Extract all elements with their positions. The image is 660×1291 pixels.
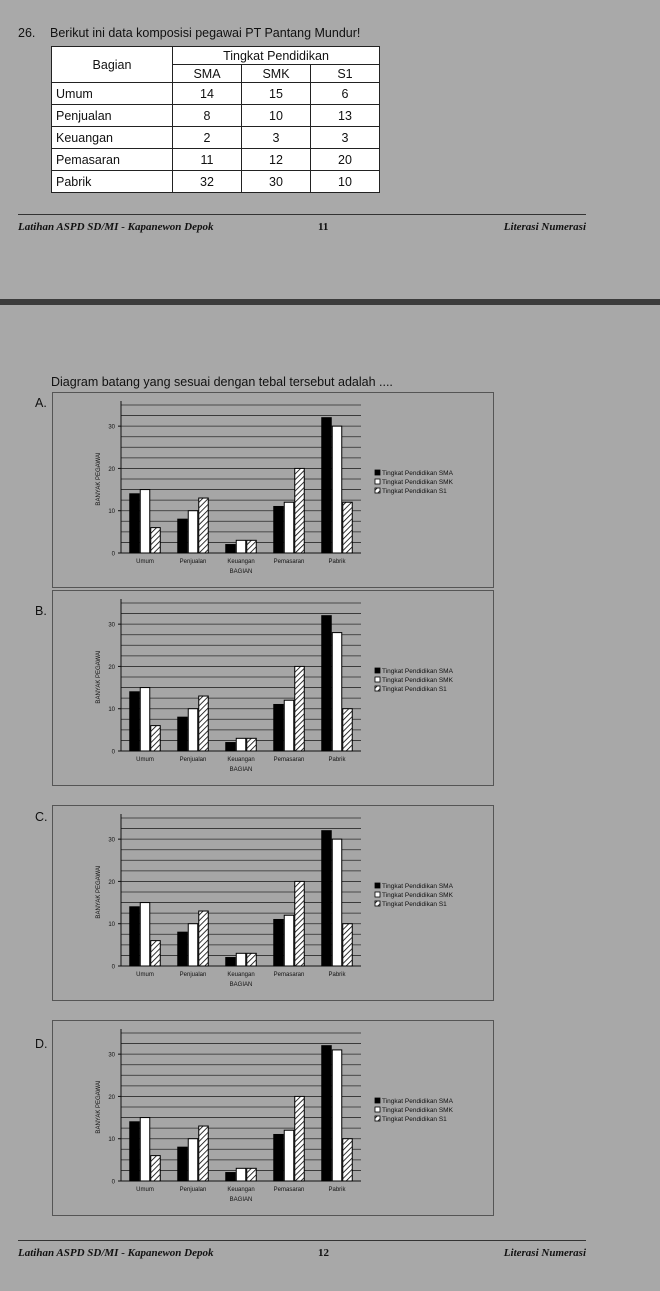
bar-penjualan-tingkat-pendidikan-sma [178, 717, 188, 751]
bar-penjualan-tingkat-pendidikan-s1 [199, 498, 209, 553]
bar-pemasaran-tingkat-pendidikan-s1 [295, 1096, 305, 1181]
legend-label: Tingkat Pendidikan S1 [382, 488, 447, 495]
table-header-bagian: Bagian [52, 47, 173, 83]
legend-swatch [375, 1098, 380, 1103]
cell-s1: 20 [311, 149, 380, 171]
table-row [52, 127, 380, 149]
bar-penjualan-tingkat-pendidikan-smk [188, 511, 198, 553]
legend-label: Tingkat Pendidikan SMK [382, 1107, 453, 1114]
table-row [52, 83, 380, 105]
legend-label: Tingkat Pendidikan S1 [382, 901, 447, 908]
bar-keuangan-tingkat-pendidikan-sma [226, 1173, 236, 1181]
bar-keuangan-tingkat-pendidikan-smk [236, 540, 246, 553]
footer-right: Literasi Numerasi [503, 221, 586, 233]
table-row [52, 105, 380, 127]
cell-bagian: Umum [52, 83, 173, 105]
question [18, 26, 360, 40]
footer-right: Literasi Numerasi [503, 1247, 586, 1259]
y-tick-label: 0 [111, 749, 115, 756]
bar-pemasaran-tingkat-pendidikan-smk [284, 915, 294, 966]
option-a-label[interactable]: A. [35, 396, 47, 410]
bar-keuangan-tingkat-pendidikan-s1 [247, 540, 257, 553]
y-tick-label: 10 [108, 1137, 115, 1144]
bar-umum-tingkat-pendidikan-sma [130, 692, 140, 751]
y-tick-label: 30 [108, 1052, 115, 1059]
legend-swatch [375, 901, 380, 906]
legend-swatch [375, 470, 380, 475]
footer-page-number: 12 [318, 1247, 329, 1259]
bar-pemasaran-tingkat-pendidikan-sma [274, 506, 284, 553]
y-tick-label: 0 [111, 1179, 115, 1186]
bar-keuangan-tingkat-pendidikan-s1 [247, 738, 257, 751]
bar-penjualan-tingkat-pendidikan-s1 [199, 696, 209, 751]
table-header-group: Tingkat Pendidikan [173, 47, 380, 65]
cell-smk: 30 [242, 171, 311, 193]
bar-pabrik-tingkat-pendidikan-s1 [343, 924, 353, 966]
x-axis-label: BAGIAN [229, 569, 253, 575]
x-tick-label: Penjualan [179, 1187, 207, 1193]
x-axis-label: BAGIAN [229, 767, 253, 773]
x-tick-label: Umum [136, 757, 154, 763]
bar-pabrik-tingkat-pendidikan-smk [332, 633, 342, 751]
cell-sma: 11 [173, 149, 242, 171]
legend-label: Tingkat Pendidikan S1 [382, 686, 447, 693]
x-tick-label: Keuangan [227, 757, 255, 763]
x-tick-label: Pemasaran [273, 1187, 305, 1193]
bar-penjualan-tingkat-pendidikan-s1 [199, 911, 209, 966]
bar-pemasaran-tingkat-pendidikan-smk [284, 502, 294, 553]
legend-swatch [375, 1107, 380, 1112]
y-tick-label: 0 [111, 964, 115, 971]
table-header-sma: SMA [173, 65, 242, 83]
x-tick-label: Pemasaran [273, 972, 305, 978]
legend-swatch [375, 479, 380, 484]
bar-penjualan-tingkat-pendidikan-s1 [199, 1126, 209, 1181]
x-tick-label: Pabrik [328, 1187, 346, 1193]
bar-umum-tingkat-pendidikan-smk [140, 1118, 150, 1181]
y-tick-label: 20 [108, 664, 115, 671]
bar-pemasaran-tingkat-pendidikan-smk [284, 1130, 294, 1181]
y-tick-label: 0 [111, 551, 115, 558]
bar-keuangan-tingkat-pendidikan-sma [226, 743, 236, 751]
page-footer [18, 214, 586, 233]
bar-chart [53, 591, 493, 785]
bar-keuangan-tingkat-pendidikan-smk [236, 953, 246, 966]
bar-pemasaran-tingkat-pendidikan-sma [274, 919, 284, 966]
page-divider [0, 299, 660, 305]
legend-swatch [375, 488, 380, 493]
bar-pemasaran-tingkat-pendidikan-smk [284, 700, 294, 751]
cell-s1: 10 [311, 171, 380, 193]
cell-smk: 3 [242, 127, 311, 149]
x-tick-label: Pemasaran [273, 757, 305, 763]
cell-smk: 10 [242, 105, 311, 127]
x-tick-label: Pabrik [328, 559, 346, 565]
bar-umum-tingkat-pendidikan-s1 [151, 528, 161, 553]
x-tick-label: Penjualan [179, 757, 207, 763]
table-header-s1: S1 [311, 65, 380, 83]
legend-label: Tingkat Pendidikan SMK [382, 479, 453, 486]
option-c-chart[interactable] [52, 805, 494, 1001]
bar-penjualan-tingkat-pendidikan-smk [188, 924, 198, 966]
y-axis-label: BANYAK PEGAWAI [96, 452, 102, 506]
bar-penjualan-tingkat-pendidikan-sma [178, 932, 188, 966]
legend-swatch [375, 668, 380, 673]
footer-page-number: 11 [318, 221, 329, 233]
bar-umum-tingkat-pendidikan-sma [130, 907, 140, 966]
bar-pemasaran-tingkat-pendidikan-s1 [295, 666, 305, 751]
cell-smk: 12 [242, 149, 311, 171]
bar-keuangan-tingkat-pendidikan-s1 [247, 953, 257, 966]
question-number: 26. [18, 26, 36, 40]
legend-label: Tingkat Pendidikan SMK [382, 892, 453, 899]
table-header-smk: SMK [242, 65, 311, 83]
y-tick-label: 30 [108, 837, 115, 844]
x-tick-label: Keuangan [227, 559, 255, 565]
option-b-chart[interactable] [52, 590, 494, 786]
cell-bagian: Pabrik [52, 171, 173, 193]
bar-umum-tingkat-pendidikan-smk [140, 490, 150, 553]
x-tick-label: Keuangan [227, 972, 255, 978]
option-c-label[interactable]: C. [35, 810, 48, 824]
legend-label: Tingkat Pendidikan SMK [382, 677, 453, 684]
x-tick-label: Umum [136, 559, 154, 565]
bar-pabrik-tingkat-pendidikan-s1 [343, 1139, 353, 1181]
bar-penjualan-tingkat-pendidikan-sma [178, 519, 188, 553]
table-row [52, 171, 380, 193]
cell-sma: 32 [173, 171, 242, 193]
page-footer [18, 1240, 586, 1259]
footer-left: Latihan ASPD SD/MI - Kapanewon Depok [18, 1247, 214, 1259]
bar-umum-tingkat-pendidikan-sma [130, 1122, 140, 1181]
bar-umum-tingkat-pendidikan-s1 [151, 1156, 161, 1181]
y-axis-label: BANYAK PEGAWAI [96, 865, 102, 919]
y-tick-label: 30 [108, 424, 115, 431]
legend-label: Tingkat Pendidikan SMA [382, 668, 453, 675]
cell-bagian: Pemasaran [52, 149, 173, 171]
legend-label: Tingkat Pendidikan S1 [382, 1116, 447, 1123]
bar-pabrik-tingkat-pendidikan-sma [322, 616, 332, 751]
option-d-chart[interactable] [52, 1020, 494, 1216]
legend-swatch [375, 1116, 380, 1121]
x-tick-label: Pabrik [328, 972, 346, 978]
bar-pabrik-tingkat-pendidikan-s1 [343, 709, 353, 751]
data-table [51, 46, 380, 193]
table-row [52, 149, 380, 171]
bar-keuangan-tingkat-pendidikan-smk [236, 738, 246, 751]
x-axis-label: BAGIAN [229, 1197, 253, 1203]
x-tick-label: Umum [136, 1187, 154, 1193]
x-tick-label: Umum [136, 972, 154, 978]
legend-swatch [375, 686, 380, 691]
cell-sma: 2 [173, 127, 242, 149]
bar-umum-tingkat-pendidikan-smk [140, 688, 150, 751]
option-a-chart[interactable] [52, 392, 494, 588]
legend-swatch [375, 883, 380, 888]
bar-pabrik-tingkat-pendidikan-sma [322, 418, 332, 553]
bar-umum-tingkat-pendidikan-s1 [151, 941, 161, 966]
y-tick-label: 20 [108, 466, 115, 473]
legend-label: Tingkat Pendidikan SMA [382, 1098, 453, 1105]
bar-pabrik-tingkat-pendidikan-sma [322, 831, 332, 966]
bar-penjualan-tingkat-pendidikan-sma [178, 1147, 188, 1181]
cell-bagian: Penjualan [52, 105, 173, 127]
bar-pabrik-tingkat-pendidikan-smk [332, 426, 342, 553]
question-text: Berikut ini data komposisi pegawai PT Pantang Mundur! [50, 26, 361, 40]
bar-penjualan-tingkat-pendidikan-smk [188, 709, 198, 751]
x-tick-label: Keuangan [227, 1187, 255, 1193]
bar-pabrik-tingkat-pendidikan-smk [332, 839, 342, 966]
bar-pemasaran-tingkat-pendidikan-sma [274, 704, 284, 751]
x-tick-label: Penjualan [179, 972, 207, 978]
bar-chart [53, 806, 493, 1000]
y-axis-label: BANYAK PEGAWAI [96, 650, 102, 704]
y-axis-label: BANYAK PEGAWAI [96, 1080, 102, 1134]
cell-sma: 14 [173, 83, 242, 105]
option-d-label[interactable]: D. [35, 1037, 48, 1051]
bar-pemasaran-tingkat-pendidikan-sma [274, 1134, 284, 1181]
legend-swatch [375, 677, 380, 682]
bar-pemasaran-tingkat-pendidikan-s1 [295, 881, 305, 966]
x-axis-label: BAGIAN [229, 982, 253, 988]
bar-keuangan-tingkat-pendidikan-smk [236, 1168, 246, 1181]
bar-pabrik-tingkat-pendidikan-sma [322, 1046, 332, 1181]
cell-s1: 13 [311, 105, 380, 127]
y-tick-label: 10 [108, 922, 115, 929]
bar-pemasaran-tingkat-pendidikan-s1 [295, 468, 305, 553]
y-tick-label: 20 [108, 879, 115, 886]
bar-pabrik-tingkat-pendidikan-s1 [343, 502, 353, 553]
bar-chart [53, 393, 493, 587]
bar-chart [53, 1021, 493, 1215]
y-tick-label: 30 [108, 622, 115, 629]
x-tick-label: Pabrik [328, 757, 346, 763]
bar-keuangan-tingkat-pendidikan-s1 [247, 1168, 257, 1181]
legend-label: Tingkat Pendidikan SMA [382, 470, 453, 477]
bar-pabrik-tingkat-pendidikan-smk [332, 1050, 342, 1181]
cell-smk: 15 [242, 83, 311, 105]
bar-keuangan-tingkat-pendidikan-sma [226, 545, 236, 553]
bar-umum-tingkat-pendidikan-smk [140, 903, 150, 966]
y-tick-label: 10 [108, 509, 115, 516]
bar-umum-tingkat-pendidikan-s1 [151, 726, 161, 751]
chart-prompt: Diagram batang yang sesuai dengan tebal tersebut adalah .... [51, 375, 393, 389]
cell-bagian: Keuangan [52, 127, 173, 149]
legend-label: Tingkat Pendidikan SMA [382, 883, 453, 890]
bar-keuangan-tingkat-pendidikan-sma [226, 958, 236, 966]
cell-s1: 3 [311, 127, 380, 149]
y-tick-label: 10 [108, 707, 115, 714]
bar-penjualan-tingkat-pendidikan-smk [188, 1139, 198, 1181]
cell-s1: 6 [311, 83, 380, 105]
option-b-label[interactable]: B. [35, 604, 47, 618]
footer-left: Latihan ASPD SD/MI - Kapanewon Depok [18, 221, 214, 233]
cell-sma: 8 [173, 105, 242, 127]
x-tick-label: Pemasaran [273, 559, 305, 565]
x-tick-label: Penjualan [179, 559, 207, 565]
bar-umum-tingkat-pendidikan-sma [130, 494, 140, 553]
legend-swatch [375, 892, 380, 897]
y-tick-label: 20 [108, 1094, 115, 1101]
